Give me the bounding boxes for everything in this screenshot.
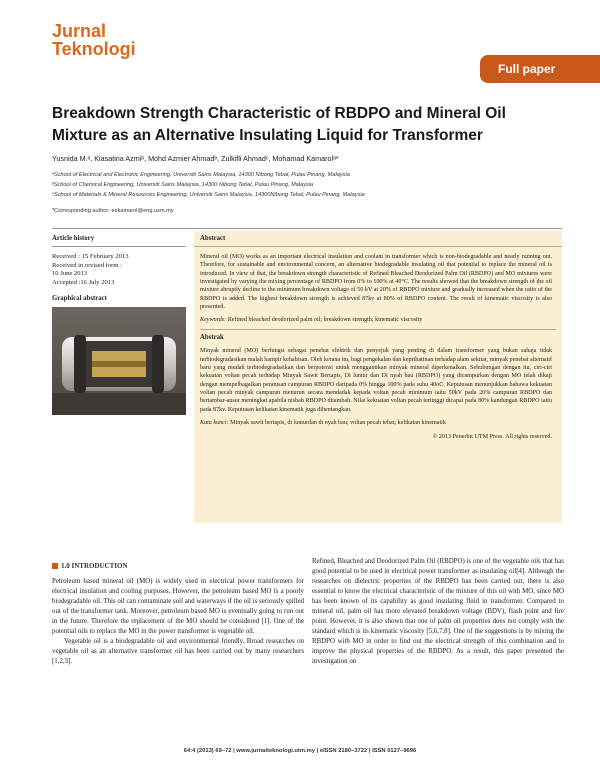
journal-logo <box>52 22 136 58</box>
page-footer: 64:4 (2013) 69–72 | www.jurnalteknologi.utm.my | eISSN 2180–3722 | ISSN 0127–9696 <box>183 748 417 754</box>
paper-title: Breakdown Strength Characteristic of RBDPO and Mineral Oil Mixture as an Alternative Insulating Liquid for Transformer <box>52 105 506 144</box>
history-line: Received in revised form : <box>52 261 122 269</box>
body-column-right <box>312 557 564 667</box>
abstract-text: Mineral oil (MO) works as an important electrical insulation and coolant in transformer which is non-biodegradable and nearly running out. Therefore, for sustainable and environmental concern, an alternative biodegradable insulating oil that potential to replace the mineral oil is introduced. In view of that, the breakdown strength characteristic of Refined Bleached Deodorized Palm Oil (RBDPO) and MO mixtures were investigated by varying the mixing percentage of RBDPO from 0% to 100% at 40°C. The results showed that the breakdown strength of the oil mixture abruptly decline to the minimum breakdown voltage of 50 kV at 20% of RBDPO mixture and gradually increased when the ratio of the RBDPO is added. The highest breakdown strength is achieved 87kv at 80% of RBDPO content. The result of kinematic viscosity is also presented. <box>200 254 552 311</box>
logo-line1: Jurnal <box>52 21 107 41</box>
logo-line2: Teknologi <box>52 39 136 59</box>
history-line: Accepted :16 July 2013 <box>52 278 115 286</box>
paper-type-badge: Full paper <box>480 55 600 83</box>
corresponding-author: *Corresponding author: eekamarol@eng.usm.my <box>52 208 174 214</box>
affiliation-a: ᵃSchool of Electrical and Electronic Engineering, Universiti Sains Malaysia, 14300 Nibong Tebal, Pulau Pinang, Malaysia <box>52 172 350 178</box>
paragraph: Petroleum based mineral oil (MO) is widely used in electrical power transformers for electrical insulation and cooling purposes. However, the petroleum based MO is a poorly biodegradable oil. This oil can contaminate soil and waterways if the oil is seriously spilled out of the transformer tank. Moreover, petroleum based MO is eventually going to run out in the future. Therefore the replacement of the MO should be considered [1]. One of the potential oils to replace the MO in the power transformer is vegetable oil. <box>52 578 304 635</box>
section-title: 1.0 INTRODUCTION <box>61 562 128 570</box>
affiliation-c: ᶜSchool of Materials & Mineral Resources Engineering, Universiti Sains Malaysia, 14300Nibong Tebal, Pulau Pinang, Malaysia <box>52 192 365 198</box>
kata-kunci-text: Minyak sawit bertapis, di lunturdan di nyah bau; voltan pecah tebat; kelikatan kinematik <box>228 420 446 427</box>
section-heading <box>52 562 128 570</box>
copyright: © 2013 Penerbit UTM Press. All rights reserved. <box>432 434 552 441</box>
kata-kunci-label: Kata kunci: <box>200 420 229 427</box>
abstrak-heading: Abstrak <box>200 329 556 341</box>
author-list: Yusnida M.ᵃ, Kiasatina Azmiᵇ, Mohd Azmier Ahmadᵇ, Zulkifli Ahmadᶜ, Mohamad Kamarolᵃ* <box>52 154 339 163</box>
history-line: Received : 15 February 2013 <box>52 253 129 260</box>
abstract-box <box>194 231 562 523</box>
history-line: 10 June 2013 <box>52 270 88 278</box>
keywords-label: Keywords: <box>200 317 227 324</box>
paragraph: Vegetable oil is a biodegradable oil and environmental friendly. Broad researches on vegetable oil as an alternative transformer oil has been carried out by many researchers [1,2,3]. <box>52 638 304 665</box>
section-marker <box>52 563 58 569</box>
article-info-column <box>52 231 186 415</box>
graphical-abstract-heading: Graphical abstract <box>52 295 107 303</box>
abstrak-text: Minyak mineral (MO) berfungsi sebagai penebat elektrik dan penyejuk yang penting di dalam transformer yang bukan sahaja tidak terbiodegradasikan malah hampir kehabisan. Oleh kerana itu, bagi pengekalan dan keprihatinan terhadap alam sekitar, minyak penebat alternatif baru yang mudah terbiodegradasikan dan berpotensi untuk menggantikan minyak mineral diperkenalkan. Sehubungan dengan itu, ciri-ciri kekuatan voltan pecah terhadap Minyak Sawit Bertapis, Di luntur dan Di nyah bau (RBDPO) yang dicampurkan dengan MO telah dikaji dengan mempelbagaikan peratusan campuran RBDPO daripada 0% hingga 100% pada suhu 40oC. Keputusan menunjukkan bahawa kekuatan voltan pecah minyak campuran menurun secara mendadak kepada voltan pecah minimum iaitu 50kV pada 20% campuran RBDPO dan bertambar-ansur meningkat apabila nisbah RBDPO ditambah. Nilai kekuatan voltan pecah tertinggi dicapai pada 80% kandungan RBDPO iaitu pada 87kv. Keputusan kelikatan kinematik juga dibentangkan. <box>200 348 552 413</box>
article-history-heading: Article history <box>52 231 186 247</box>
body-column-left <box>52 577 304 667</box>
divider <box>52 228 562 229</box>
abstract-heading: Abstract <box>194 231 562 247</box>
kata-kunci <box>194 414 562 426</box>
keywords <box>194 311 562 323</box>
affiliation-b: ᵇSchool of Chemical Engineering, Universiti Sains Malaysia, 14300 Nibong Tebal, Pulau Pinang, Malaysia <box>52 182 314 188</box>
keywords-text: Refined bleached deodorized palm oil; breakdown strength; kinematic viscosity <box>226 317 423 324</box>
electrode-photo <box>52 307 186 415</box>
paragraph: Refined, Bleached and Deodorized Palm Oil (RBDPO) is one of the vegetable oils that has good potential to be used in electrical power transformer as insulating oil[4]. Although the researches on dielectric properties of the RBDPO has been carried out, there is also essential to know the electrical characteristic of the mixture of this oil with MO, since MO has been known of its capability as good insulating fluid in transformer. Compared to mineral oil, palm oil has more elevated breakdown voltage (BDV), flash point and fire point. However, it is also shown that one of palm oil properties does not comply with the standard which is its kinematic viscosity [5,6,7,8]. One of the suggestions is by mixing the RBDPO with MO in order to find out the electrical strength of this combination and to improve the physical properties of the RBDPO. As a result, this paper presented the investigation on <box>312 558 564 665</box>
affiliations <box>52 170 562 200</box>
graphical-abstract-photo <box>52 307 186 415</box>
article-history <box>52 247 186 287</box>
